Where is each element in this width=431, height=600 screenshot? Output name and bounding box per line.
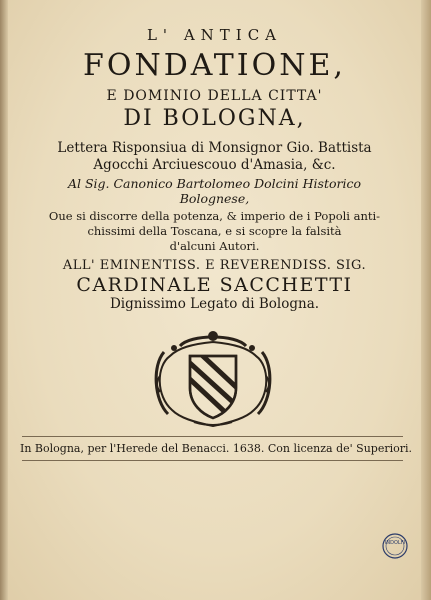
imprint-rule-top	[22, 436, 403, 437]
title-line-antica: L' ANTICA	[146, 26, 283, 44]
page-edge-right	[421, 0, 431, 600]
legate-title: Dignissimo Legato di Bologna.	[109, 296, 320, 312]
description-line-2: chissimi della Toscana, e si scopre la falsità	[87, 224, 342, 238]
dedicatee-line-2: Bolognese,	[179, 191, 250, 206]
library-stamp-icon	[381, 532, 409, 560]
cardinal-name: CARDINALE SACCHETTI	[76, 274, 353, 296]
subtitle-line-2: Agocchi Arciuescouo d'Amasia, &c.	[93, 157, 336, 173]
title-line-fondatione: FONDATIONE,	[83, 48, 346, 83]
title-line-dominio: E DOMINIO DELLA CITTA'	[106, 88, 323, 104]
description-line-3: d'alcuni Autori.	[169, 239, 260, 253]
subtitle-line-1: Lettera Risponsiua di Monsignor Gio. Battista	[57, 140, 372, 156]
page-edge-left	[0, 0, 8, 600]
dedicatee-line-1: Al Sig. Canonico Bartolomeo Dolcini Historico	[67, 176, 361, 191]
imprint-rule-bottom	[22, 460, 403, 461]
title-line-bologna: DI BOLOGNA,	[123, 106, 306, 131]
imprint-line: In Bologna, per l'Herede del Benacci. 1638. Con licenza de' Superiori.	[20, 442, 413, 455]
dedication-line: ALL' EMINENTISS. E REVERENDISS. SIG.	[62, 258, 367, 273]
description-line-1: Oue si discorre della potenza, & imperio de i Popoli anti-	[48, 209, 381, 223]
library-stamp-text: INDOLFI	[384, 540, 406, 546]
coat-of-arms-icon	[150, 326, 276, 430]
